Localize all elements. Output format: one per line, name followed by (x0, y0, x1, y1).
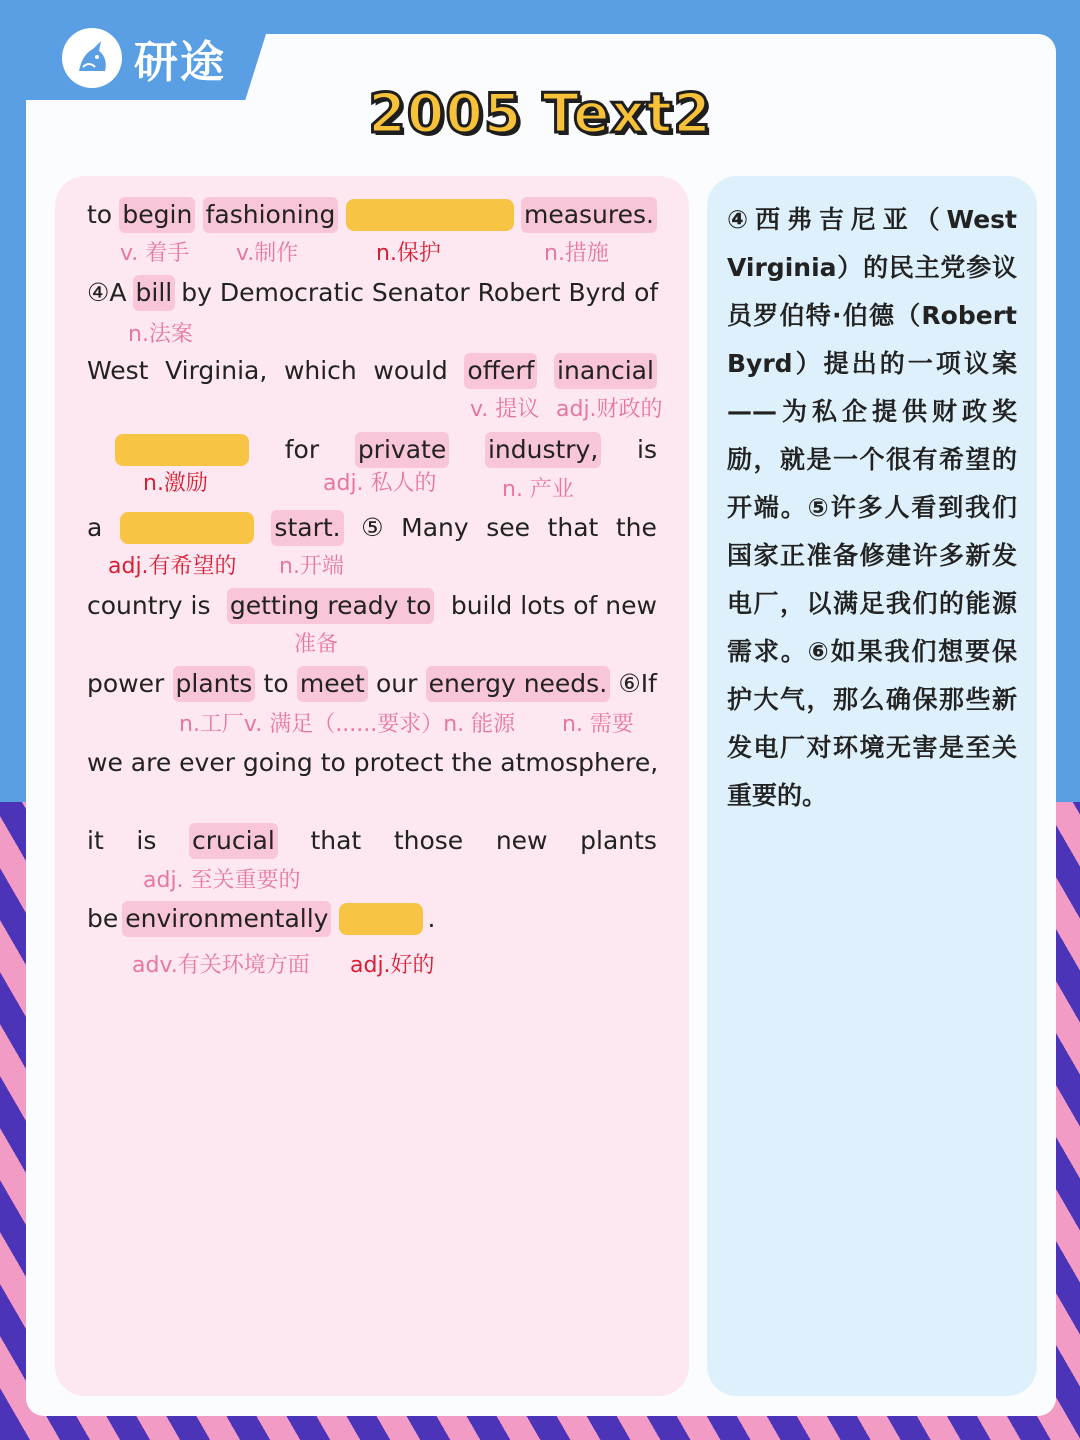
word: ⑤ (361, 513, 384, 542)
text-line-3 (87, 353, 657, 389)
unicorn-icon (62, 28, 122, 88)
word: is (637, 435, 657, 464)
word: we are ever going to protect the atmosphere, (87, 748, 659, 777)
word-highlighted: private (355, 432, 449, 468)
annotation: n.工厂v. 满足（......要求）n. 能源 (179, 712, 516, 737)
annotation: n.开端 (279, 554, 344, 579)
annotation: n. 需要 (562, 712, 634, 737)
word: for (284, 435, 320, 464)
word-highlighted: inancial (554, 353, 657, 389)
annotation: n.法案 (128, 322, 193, 347)
word: our (376, 669, 418, 698)
word: ④A (87, 278, 127, 307)
word: the (615, 513, 657, 542)
word-highlighted: start. (271, 510, 343, 546)
text-line-6 (87, 588, 657, 624)
word: power (87, 669, 165, 698)
word: be (87, 904, 119, 933)
word: to (263, 669, 289, 698)
word: to (87, 200, 113, 229)
text-line-7 (87, 666, 657, 702)
word-highlighted: measures. (521, 197, 657, 233)
annotation-key: adj.好的 (350, 953, 435, 978)
brand-name: 研途 (134, 37, 226, 88)
word: plants (580, 826, 657, 855)
page-title: 2005 Text2 (368, 82, 712, 145)
word: a (87, 513, 103, 542)
word: it (87, 826, 104, 855)
word: Many (401, 513, 469, 542)
text-line-4 (115, 432, 657, 468)
word: by Democratic Senator Robert Byrd of (181, 278, 659, 307)
word: see (486, 513, 530, 542)
annotation-key: adj.有希望的 (108, 554, 237, 579)
annotation: adj.财政的 (556, 397, 663, 422)
word-highlighted: bill (133, 275, 176, 311)
brand-logo (62, 28, 226, 88)
word-highlighted: fashioning (203, 197, 339, 233)
word: which (283, 356, 357, 385)
annotation: v.制作 (236, 241, 299, 266)
text-line-9 (87, 823, 657, 859)
word: West (87, 356, 149, 385)
word-highlighted: crucial (189, 823, 278, 859)
annotation-key: n.激励 (143, 471, 208, 496)
annotation-key: n.保护 (376, 241, 441, 266)
word-highlighted: plants (173, 666, 256, 702)
word: ⑥If (618, 669, 657, 698)
chinese-translation: ④西弗吉尼亚（West Virginia）的民主党参议员罗伯特·伯德（Robert Byrd）提出的一项议案——为私企提供财政奖励，就是一个很有希望的开端。⑤许多人看到我们国家正准备修建许多新发电厂，以满足我们的能源需求。⑥如果我们想要保护大气，那么确保那些新发电厂对环境无害是至关重要的。 (727, 205, 1017, 810)
answer-blank (346, 199, 514, 231)
annotation: 准备 (294, 632, 339, 657)
word: is (136, 826, 157, 855)
annotation: v. 提议 (470, 397, 540, 422)
word: would (373, 356, 448, 385)
answer-blank (339, 903, 423, 935)
answer-blank (115, 434, 249, 466)
annotation: adj. 私人的 (323, 471, 437, 496)
word-highlighted: offerf (464, 353, 537, 389)
word: that (547, 513, 599, 542)
word-highlighted: energy needs. (426, 666, 611, 702)
annotation: n.措施 (544, 241, 609, 266)
word-highlighted: environmentally (122, 901, 331, 937)
word: country is (87, 591, 211, 620)
annotation: n. 产业 (502, 477, 574, 502)
text-line-10 (87, 901, 657, 937)
word: new (495, 826, 548, 855)
text-line-1 (87, 197, 657, 233)
annotation: adv.有关环境方面 (132, 953, 310, 978)
text-line-2 (87, 275, 657, 311)
word-highlighted: meet (297, 666, 368, 702)
text-line-5 (87, 510, 657, 546)
word-highlighted: industry, (485, 432, 601, 468)
annotation: v. 着手 (120, 241, 190, 266)
word-highlighted: begin (119, 197, 195, 233)
answer-blank (120, 512, 254, 544)
text-line-8 (87, 745, 657, 781)
word: Virginia, (165, 356, 268, 385)
word: . (427, 904, 436, 933)
word: build lots of new (450, 591, 657, 620)
annotation: adj. 至关重要的 (143, 868, 301, 893)
word-highlighted: getting ready to (227, 588, 435, 624)
word: that (310, 826, 362, 855)
word: those (393, 826, 464, 855)
